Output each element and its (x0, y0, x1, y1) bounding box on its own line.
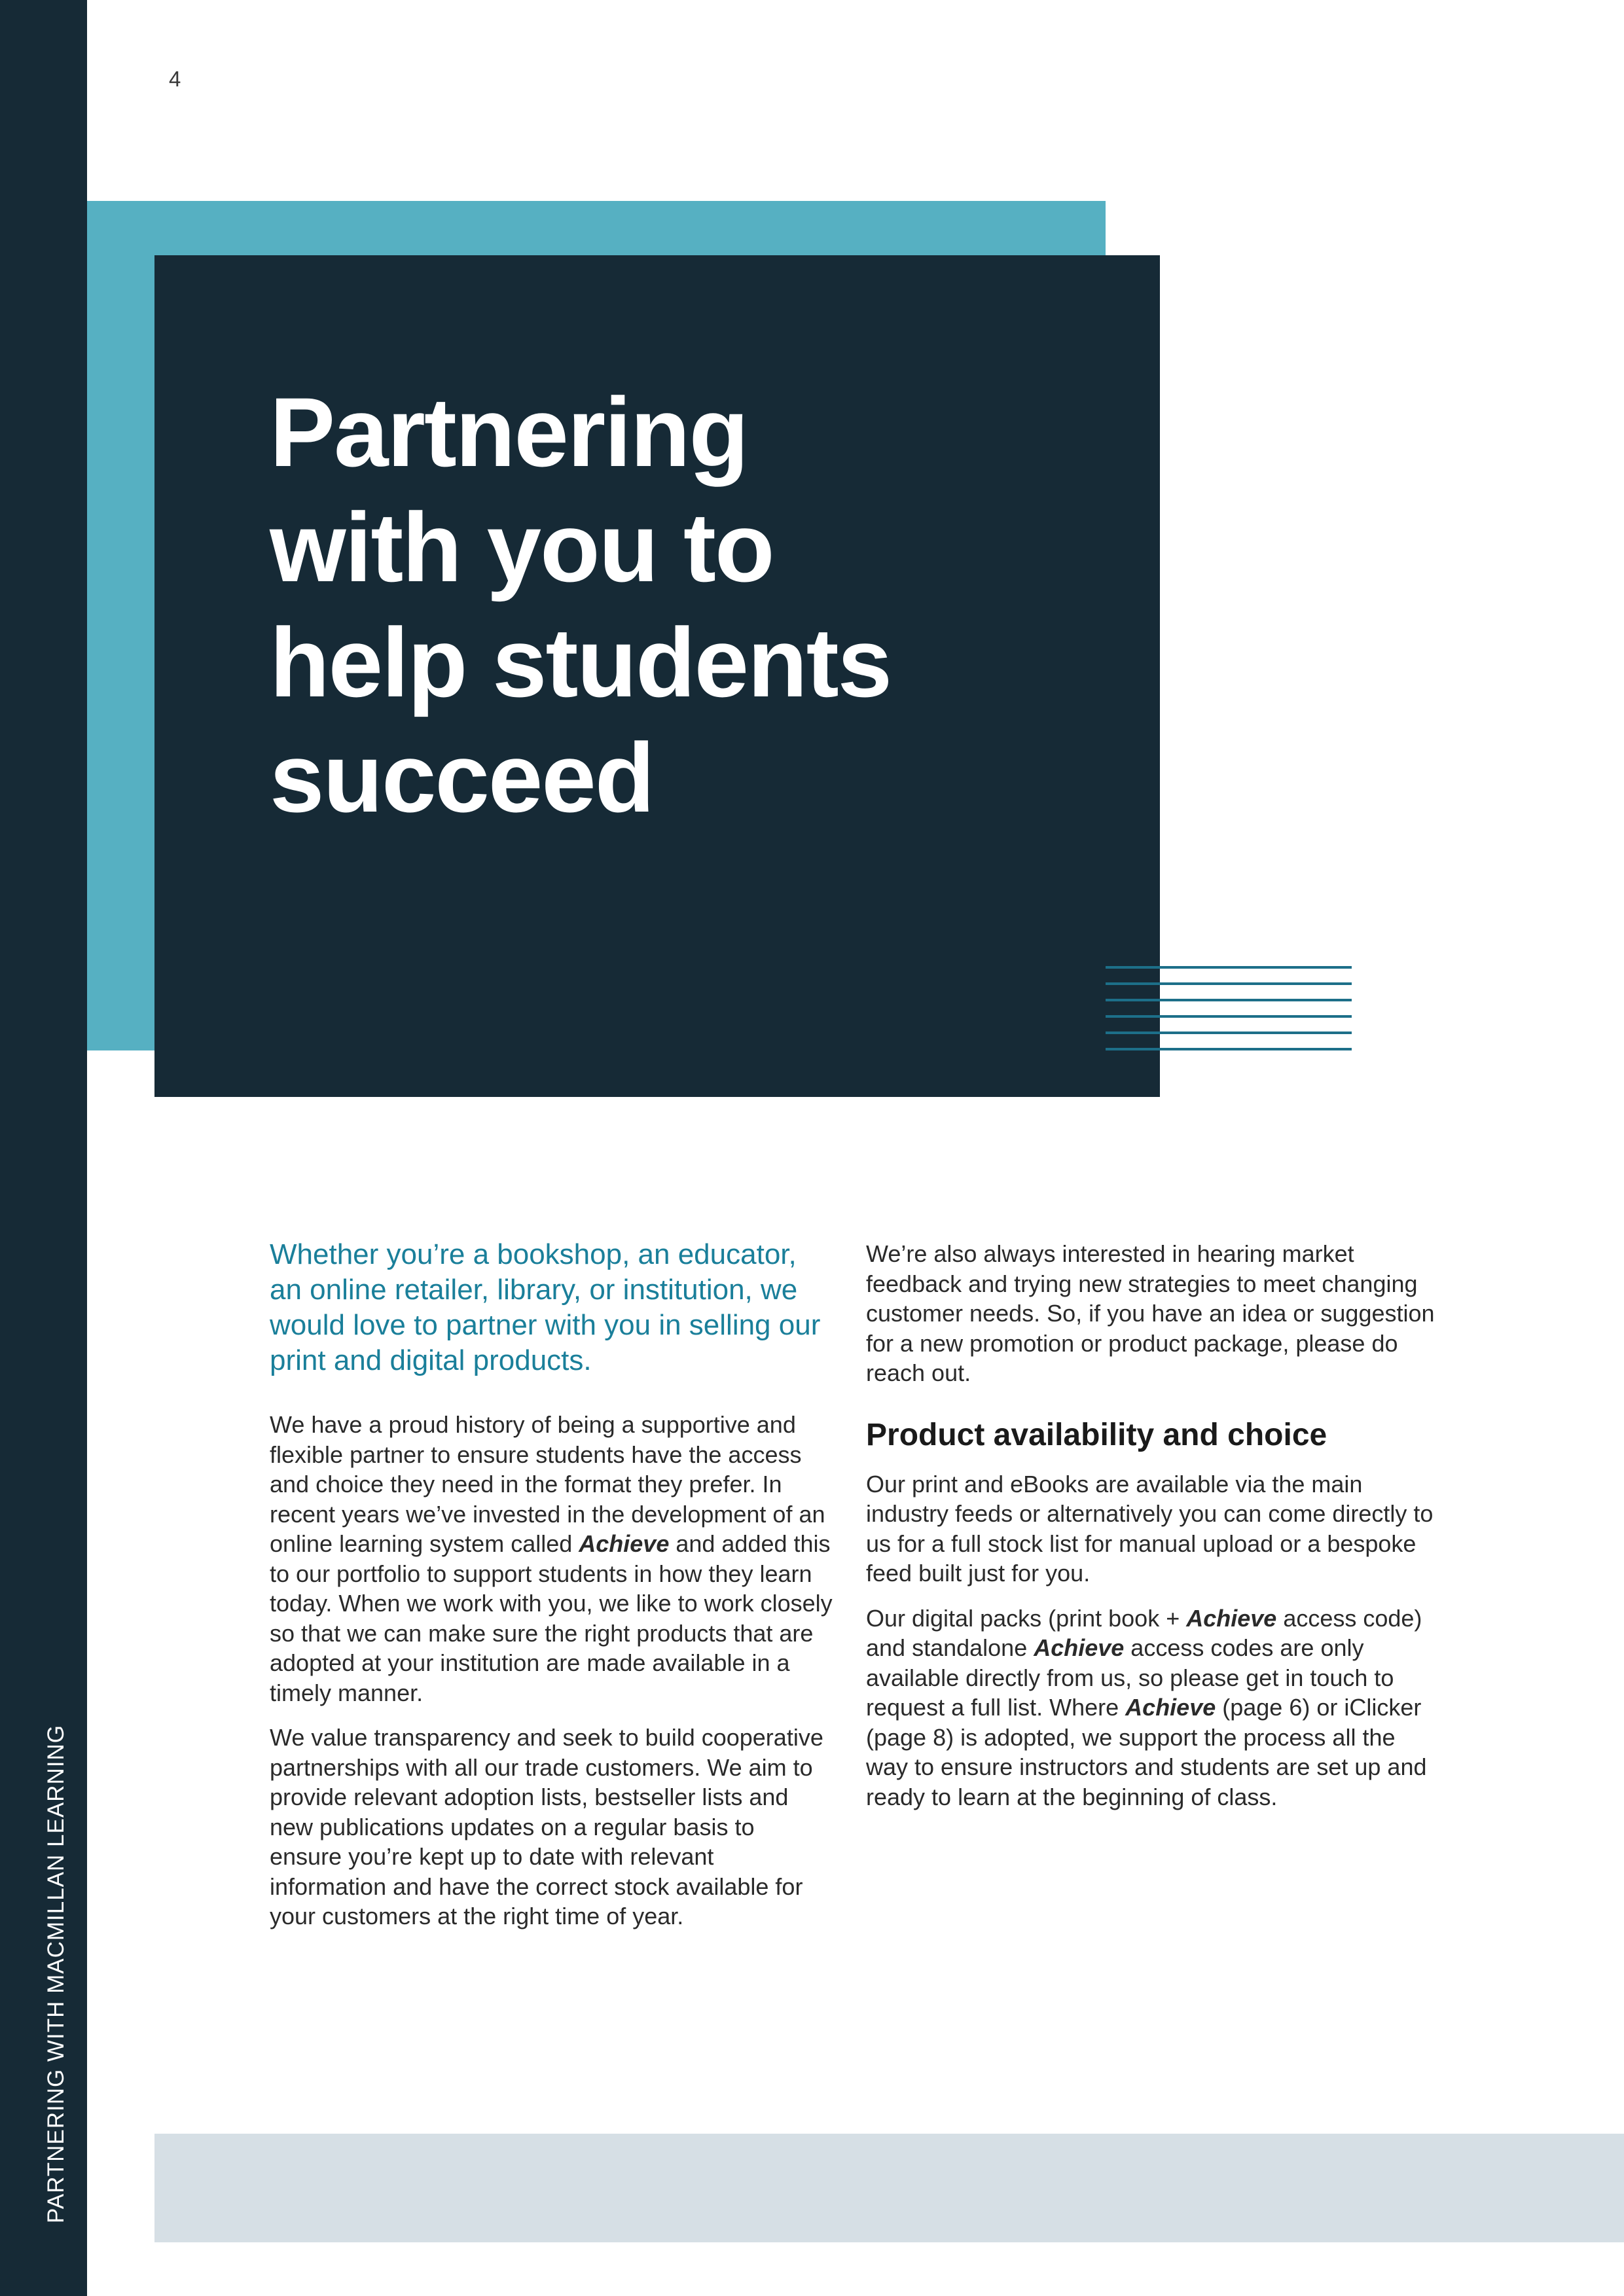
text-run: We have a proud history of being a supportive and flexible partner to ensure students have the access and choice they need in the format they prefer. In recent years we’ve invested in the development of an online learning system called (270, 1411, 825, 1557)
title-line: Partnering (270, 377, 748, 487)
text-run: (page 6) or iClicker (page 8) is adopted, we support the process all the way to ensure instructors and students are set up and ready to learn at the beginning of class. (866, 1694, 1427, 1810)
stripe-line (1106, 966, 1352, 969)
stripe-line (1106, 1015, 1352, 1018)
sidebar-label: PARTNERING WITH MACMILLAN LEARNING (43, 1725, 69, 2223)
footer-bar (154, 2134, 1624, 2242)
body-paragraph: We value transparency and seek to build cooperative partnerships with all our trade customers. We aim to provide relevant adoption lists, bestseller lists and new publications updates on a regular basis to ensure you’re kept up to date with relevant information and have the correct stock available for your customers at the right time of year. (270, 1724, 823, 1929)
right-column (866, 1239, 1442, 1827)
title-line: succeed (270, 723, 654, 833)
text-run: access codes are only available directly from us, so please get in touch to request a full list. Where (866, 1634, 1394, 1721)
body-paragraph: Our print and eBooks are available via the main industry feeds or alternatively you can come directly to us for a full stock list for manual upload or a bespoke feed built just for you. (866, 1470, 1434, 1587)
stripe-line (1106, 1048, 1352, 1050)
emphasis-achieve: Achieve (1186, 1604, 1277, 1632)
title-line: with you to (270, 492, 774, 602)
body-paragraph (866, 1604, 1442, 1812)
stripe-line (1106, 982, 1352, 985)
left-column (270, 1237, 833, 1946)
emphasis-achieve: Achieve (1125, 1694, 1216, 1721)
stripe-line (1106, 1031, 1352, 1034)
page-title (270, 374, 1055, 835)
emphasis-achieve: Achieve (1034, 1634, 1125, 1661)
emphasis-achieve: Achieve (579, 1530, 670, 1557)
text-run: and added this to our portfolio to support students in how they learn today. When we work with you, we like to work closely so that we can make sure the right products that are adopted at your institution are made available in a timely manner. (270, 1530, 833, 1706)
decorative-stripes (1106, 966, 1352, 1054)
body-paragraph: We’re also always interested in hearing market feedback and trying new strategies to meet changing customer needs. So, if you have an idea or suggestion for a new promotion or product package, please do reach out. (866, 1240, 1435, 1386)
intro-paragraph: Whether you’re a bookshop, an educator, an online retailer, library, or institution, we would love to partner with you in selling our print and digital products. (270, 1238, 821, 1376)
text-run: access code) and standalone (866, 1604, 1422, 1661)
section-heading: Product availability and choice (866, 1417, 1327, 1452)
body-paragraph (270, 1410, 833, 1708)
title-line: help students (270, 607, 892, 717)
stripe-line (1106, 999, 1352, 1001)
text-run: Our digital packs (print book + (866, 1604, 1187, 1632)
page-number: 4 (169, 67, 181, 91)
sidebar (0, 0, 87, 2296)
